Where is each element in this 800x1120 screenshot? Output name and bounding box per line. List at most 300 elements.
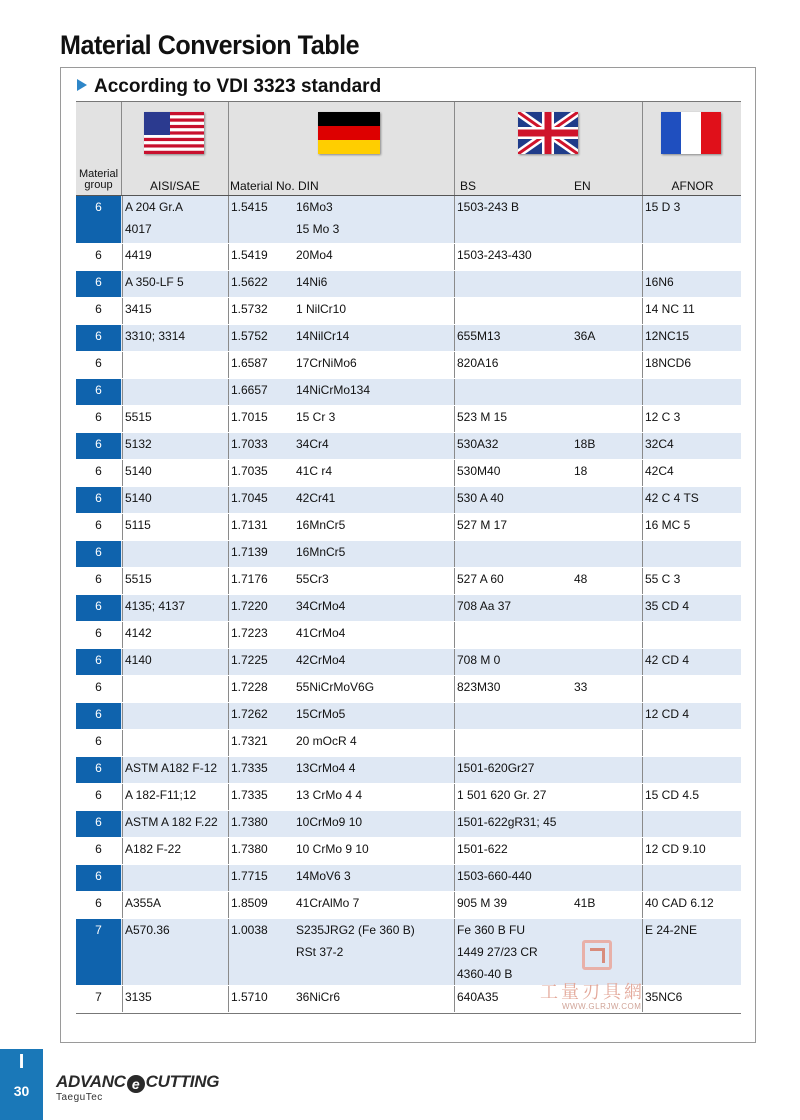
cell-afnor: 42C4: [642, 460, 741, 486]
header-din: DIN: [298, 179, 319, 193]
cell-group: 6: [76, 541, 121, 567]
table-row: [76, 406, 741, 433]
cell-line: Fe 360 B FU: [457, 923, 526, 937]
cell-line: 3415: [125, 302, 152, 316]
cell-line: 13 CrMo 4 4: [296, 788, 363, 802]
header-afnor-col: [642, 102, 742, 195]
cell-en: [572, 649, 642, 675]
cell-bs: [454, 649, 572, 675]
cell-line: ASTM A 182 F.22: [125, 815, 218, 829]
cell-line: 14NilCr14: [296, 329, 350, 343]
table-row: [76, 838, 741, 865]
cell-aisi: [122, 196, 228, 243]
cell-aisi: [122, 379, 228, 405]
header-uk-col: [454, 102, 643, 195]
header-material-group: Material group: [78, 168, 119, 191]
cell-din: [294, 838, 454, 864]
table-header: [76, 101, 741, 196]
cell-line: 41C r4: [296, 464, 333, 478]
cell-en: [572, 271, 642, 297]
cell-en: [572, 757, 642, 783]
cell-line: 523 M 15: [457, 410, 508, 424]
cell-line: 5140: [125, 464, 152, 478]
cell-aisi: [122, 838, 228, 864]
header-bs: BS: [460, 179, 477, 193]
cell-line: 708 M 0: [457, 653, 501, 667]
cell-din: [294, 196, 454, 243]
cell-matno: 1.7380: [228, 838, 294, 864]
cell-afnor: [642, 811, 741, 837]
brand-logo: [56, 1072, 219, 1103]
cell-line: 527 A 60: [457, 572, 504, 586]
cell-afnor: 16 MC 5: [642, 514, 741, 540]
cell-aisi: [122, 244, 228, 270]
cell-line: 905 M 39: [457, 896, 508, 910]
cell-aisi: [122, 703, 228, 729]
cell-din: [294, 757, 454, 783]
cell-line: 14MoV6 3: [296, 869, 351, 883]
cell-group: 6: [95, 680, 102, 694]
cell-aisi: [122, 487, 228, 513]
cell-group: 6: [95, 410, 102, 424]
cell-line: 530M40: [457, 464, 501, 478]
cell-en: [572, 196, 642, 243]
cell-matno: 1.7262: [228, 703, 294, 729]
cell-aisi: [122, 298, 228, 324]
cell-aisi: [122, 892, 228, 918]
cell-en: 48: [574, 572, 588, 586]
cell-afnor: 12 C 3: [642, 406, 741, 432]
cell-din: [294, 865, 454, 891]
cell-group: 6: [95, 356, 102, 370]
cell-line: 4419: [125, 248, 152, 262]
cell-matno: 1.7223: [228, 622, 294, 648]
brand-e-icon: e: [127, 1075, 145, 1093]
cell-group: 7: [76, 919, 121, 985]
cell-group: 6: [76, 757, 121, 783]
france-flag-icon: [661, 112, 721, 154]
cell-bs: [454, 352, 572, 378]
triangle-bullet-icon: [77, 79, 87, 91]
header-aisi: AISI/SAE: [149, 179, 201, 193]
cell-bs: [454, 487, 572, 513]
cell-afnor: 42 C 4 TS: [642, 487, 741, 513]
cell-group: 6: [76, 865, 121, 891]
cell-matno: 1.8509: [228, 892, 294, 918]
cell-line: A 182-F11;12: [125, 788, 197, 802]
section-tab: [0, 1049, 43, 1120]
cell-line: 708 Aa 37: [457, 599, 512, 613]
cell-bs: [454, 865, 572, 891]
usa-flag-icon: [144, 112, 204, 154]
uk-flag-icon: [518, 112, 578, 154]
cell-line: A182 F-22: [125, 842, 182, 856]
cell-group: 6: [76, 379, 121, 405]
cell-en: [572, 487, 642, 513]
page-number: 30: [13, 1083, 30, 1099]
cell-din: [294, 460, 454, 486]
cell-line: 4017: [125, 222, 152, 236]
cell-din: [294, 379, 454, 405]
cell-group: 6: [76, 433, 121, 459]
header-aisi-col: [122, 102, 229, 195]
cell-afnor: 40 CAD 6.12: [642, 892, 741, 918]
cell-line: 820A16: [457, 356, 499, 370]
cell-line: 17CrNiMo6: [296, 356, 357, 370]
cell-line: 4140: [125, 653, 152, 667]
cell-en: 41B: [574, 896, 596, 910]
cell-din: [294, 433, 454, 459]
cell-en: [572, 703, 642, 729]
cell-line: 640A35: [457, 990, 499, 1004]
cell-bs: [454, 406, 572, 432]
table-row: [76, 298, 741, 325]
cell-line: 1503-243-430: [457, 248, 532, 262]
cell-en: 18B: [574, 437, 596, 451]
cell-line: 5515: [125, 410, 152, 424]
cell-afnor: 16N6: [642, 271, 741, 297]
watermark: [540, 940, 660, 1015]
cell-line: 14NiCrMo134: [296, 383, 371, 397]
cell-group: 6: [76, 811, 121, 837]
cell-matno: 1.5415: [228, 196, 294, 243]
cell-afnor: [642, 541, 741, 567]
cell-aisi: [122, 541, 228, 567]
cell-bs: [454, 892, 572, 918]
cell-aisi: [122, 865, 228, 891]
cell-afnor: 12 CD 9.10: [642, 838, 741, 864]
conversion-table: [76, 101, 741, 1014]
cell-matno: 1.7015: [228, 406, 294, 432]
cell-aisi: [122, 757, 228, 783]
table-row: [76, 433, 741, 460]
cell-group: 6: [95, 464, 102, 478]
table-row: [76, 379, 741, 406]
cell-afnor: 32C4: [642, 433, 741, 459]
cell-line: 42CrMo4: [296, 653, 346, 667]
table-row: [76, 703, 741, 730]
cell-din: [294, 568, 454, 594]
cell-aisi: [122, 730, 228, 756]
cell-line: 5515: [125, 572, 152, 586]
cell-group: 6: [95, 572, 102, 586]
cell-afnor: [642, 730, 741, 756]
cell-line: 5115: [125, 518, 151, 532]
cell-line: 1503-660-440: [457, 869, 532, 883]
cell-matno: 1.7321: [228, 730, 294, 756]
cell-line: 3310; 3314: [125, 329, 186, 343]
cell-line: 41CrMo4: [296, 626, 346, 640]
cell-afnor: 12 CD 4: [642, 703, 741, 729]
subtitle-text: According to VDI 3323 standard: [94, 76, 382, 97]
table-row: [76, 244, 741, 271]
cell-group: 6: [76, 649, 121, 675]
cell-din: [294, 703, 454, 729]
cell-bs: [454, 811, 572, 837]
cell-line: A 350-LF 5: [125, 275, 184, 289]
cell-line: 1 NilCr10: [296, 302, 347, 316]
cell-matno: 1.5622: [228, 271, 294, 297]
cell-line: A355A: [125, 896, 162, 910]
cell-line: A570.36: [125, 923, 170, 937]
cell-en: [572, 514, 642, 540]
cell-aisi: [122, 433, 228, 459]
cell-en: 36A: [574, 329, 596, 343]
cell-aisi: [122, 811, 228, 837]
cell-afnor: 35NC6: [642, 986, 741, 1012]
page-title: Material Conversion Table: [60, 30, 360, 60]
brand-part1: ADVANC: [56, 1072, 126, 1091]
table-row: [76, 352, 741, 379]
cell-matno: 1.7220: [228, 595, 294, 621]
cell-aisi: [122, 649, 228, 675]
cell-aisi: [122, 784, 228, 810]
cell-en: [572, 244, 642, 270]
cell-matno: 1.5419: [228, 244, 294, 270]
cell-line: 527 M 17: [457, 518, 508, 532]
cell-aisi: [122, 325, 228, 351]
cell-line: 16Mo3: [296, 200, 333, 214]
cell-matno: 1.7035: [228, 460, 294, 486]
cell-en: 18: [574, 464, 588, 478]
cell-en: [572, 865, 642, 891]
table-body: [76, 196, 741, 1013]
cell-bs: [454, 541, 572, 567]
cell-aisi: [122, 622, 228, 648]
cell-line: 1501-622: [457, 842, 508, 856]
cell-matno: 1.7045: [228, 487, 294, 513]
cell-afnor: 12NC15: [642, 325, 741, 351]
cell-afnor: [642, 622, 741, 648]
cell-line: 4142: [125, 626, 152, 640]
table-row: [76, 271, 741, 298]
cell-bs: [454, 325, 572, 351]
cell-line: 16MnCr5: [296, 518, 346, 532]
cell-line: 55Cr3: [296, 572, 329, 586]
cell-en: [572, 406, 642, 432]
cell-din: [294, 271, 454, 297]
cell-line: 10CrMo9 10: [296, 815, 363, 829]
header-en: EN: [574, 179, 591, 193]
cell-line: 15CrMo5: [296, 707, 346, 721]
cell-din: [294, 514, 454, 540]
cell-bs: [454, 271, 572, 297]
cell-bs: [454, 703, 572, 729]
cell-afnor: 55 C 3: [642, 568, 741, 594]
cell-aisi: [122, 986, 228, 1012]
table-row: [76, 757, 741, 784]
cell-bs: [454, 433, 572, 459]
brand-sub: TaeguTec: [56, 1092, 103, 1103]
cell-line: RSt 37-2: [296, 945, 344, 959]
table-row: [76, 325, 741, 352]
cell-din: [294, 595, 454, 621]
cell-aisi: [122, 352, 228, 378]
table-row: [76, 622, 741, 649]
section-subtitle: [77, 76, 381, 98]
cell-line: 1 501 620 Gr. 27: [457, 788, 547, 802]
cell-aisi: [122, 919, 228, 985]
cell-group: 6: [95, 626, 102, 640]
cell-matno: 1.7380: [228, 811, 294, 837]
cell-din: [294, 487, 454, 513]
cell-din: [294, 325, 454, 351]
cell-matno: 1.5732: [228, 298, 294, 324]
cell-group: 6: [76, 271, 121, 297]
cell-bs: [454, 595, 572, 621]
cell-line: 34Cr4: [296, 437, 329, 451]
cell-matno: 1.7335: [228, 757, 294, 783]
cell-aisi: [122, 595, 228, 621]
cell-din: [294, 298, 454, 324]
cell-aisi: [122, 406, 228, 432]
cell-group: 7: [95, 990, 102, 1004]
cell-matno: 1.7033: [228, 433, 294, 459]
cell-group: 6: [95, 734, 102, 748]
cell-matno: 1.7335: [228, 784, 294, 810]
cell-line: 1449 27/23 CR: [457, 945, 538, 959]
cell-line: 1501-622gR31; 45: [457, 815, 557, 829]
cell-matno: 1.0038: [228, 919, 294, 985]
cell-line: 530A32: [457, 437, 499, 451]
cell-line: 10 CrMo 9 10: [296, 842, 369, 856]
header-din-col: [228, 102, 455, 195]
cell-aisi: [122, 676, 228, 702]
cell-en: [572, 622, 642, 648]
cell-bs: [454, 460, 572, 486]
cell-aisi: [122, 460, 228, 486]
cell-din: [294, 919, 454, 985]
cell-aisi: [122, 271, 228, 297]
cell-matno: 1.7228: [228, 676, 294, 702]
cell-group: 6: [95, 518, 102, 532]
cell-din: [294, 406, 454, 432]
cell-line: 36NiCr6: [296, 990, 341, 1004]
cell-en: 33: [574, 680, 588, 694]
cell-line: 4135; 4137: [125, 599, 186, 613]
cell-afnor: 14 NC 11: [642, 298, 741, 324]
cell-bs: [454, 298, 572, 324]
cell-line: 1503-243 B: [457, 200, 520, 214]
table-row: [76, 811, 741, 838]
cell-matno: 1.6587: [228, 352, 294, 378]
cell-line: 655M13: [457, 329, 501, 343]
cell-din: [294, 676, 454, 702]
table-row: [76, 460, 741, 487]
cell-afnor: 15 CD 4.5: [642, 784, 741, 810]
cell-group: 6: [95, 896, 102, 910]
table-row: [76, 568, 741, 595]
cell-bs: [454, 730, 572, 756]
cell-afnor: 15 D 3: [642, 196, 741, 243]
cell-line: S235JRG2 (Fe 360 B): [296, 923, 415, 937]
cell-line: 34CrMo4: [296, 599, 346, 613]
cell-line: 3135: [125, 990, 152, 1004]
cell-bs: [454, 676, 572, 702]
cell-group: 6: [95, 248, 102, 262]
cell-afnor: [642, 379, 741, 405]
section-letter: I: [18, 1051, 25, 1073]
table-row: [76, 676, 741, 703]
cell-bs: [454, 379, 572, 405]
cell-group: 6: [76, 703, 121, 729]
cell-din: [294, 541, 454, 567]
cell-afnor: [642, 676, 741, 702]
cell-matno: 1.7139: [228, 541, 294, 567]
cell-en: [572, 298, 642, 324]
cell-en: [572, 352, 642, 378]
cell-din: [294, 622, 454, 648]
cell-line: 823M30: [457, 680, 501, 694]
cell-afnor: 18NCD6: [642, 352, 741, 378]
cell-bs: [454, 622, 572, 648]
cell-line: 20Mo4: [296, 248, 333, 262]
table-row: [76, 595, 741, 622]
cell-en: [572, 784, 642, 810]
cell-group: 6: [95, 842, 102, 856]
cell-group: 6: [76, 196, 121, 243]
table-row: [76, 487, 741, 514]
cell-line: A 204 Gr.A: [125, 200, 184, 214]
cell-line: 15 Mo 3: [296, 222, 340, 236]
cell-line: 16MnCr5: [296, 545, 346, 559]
cell-group: 6: [95, 788, 102, 802]
cell-line: 4360-40 B: [457, 967, 513, 981]
cell-matno: 1.7225: [228, 649, 294, 675]
cell-afnor: 42 CD 4: [642, 649, 741, 675]
cell-matno: 1.7176: [228, 568, 294, 594]
table-row: [76, 196, 741, 244]
cell-line: 15 Cr 3: [296, 410, 336, 424]
cell-en: [572, 595, 642, 621]
cell-bs: [454, 196, 572, 243]
table-row: [76, 892, 741, 919]
cell-line: 13CrMo4 4: [296, 761, 356, 775]
table-row: [76, 541, 741, 568]
cell-group: 6: [76, 595, 121, 621]
cell-bs: [454, 568, 572, 594]
cell-line: 42Cr41: [296, 491, 336, 505]
cell-group: 6: [95, 302, 102, 316]
cell-din: [294, 892, 454, 918]
cell-matno: 1.6657: [228, 379, 294, 405]
cell-din: [294, 352, 454, 378]
header-afnor: AFNOR: [671, 179, 714, 193]
cell-group: 6: [76, 487, 121, 513]
cell-bs: [454, 784, 572, 810]
watermark-url: WWW.GLRJW.COM: [562, 1002, 642, 1011]
table-row: [76, 730, 741, 757]
cell-afnor: 35 CD 4: [642, 595, 741, 621]
cell-bs: [454, 514, 572, 540]
germany-flag-icon: [318, 112, 380, 154]
cell-line: 5140: [125, 491, 152, 505]
cell-bs: [454, 757, 572, 783]
cell-matno: 1.5752: [228, 325, 294, 351]
cell-en: [572, 730, 642, 756]
cell-line: 41CrAlMo 7: [296, 896, 360, 910]
cell-en: [572, 838, 642, 864]
cell-bs: [454, 244, 572, 270]
header-group-col: [76, 102, 122, 195]
cell-line: 5132: [125, 437, 152, 451]
cell-afnor: [642, 757, 741, 783]
cell-line: 530 A 40: [457, 491, 504, 505]
header-material-no: Material No.: [230, 179, 295, 193]
table-row: [76, 865, 741, 892]
cell-din: [294, 986, 454, 1012]
table-row: [76, 649, 741, 676]
